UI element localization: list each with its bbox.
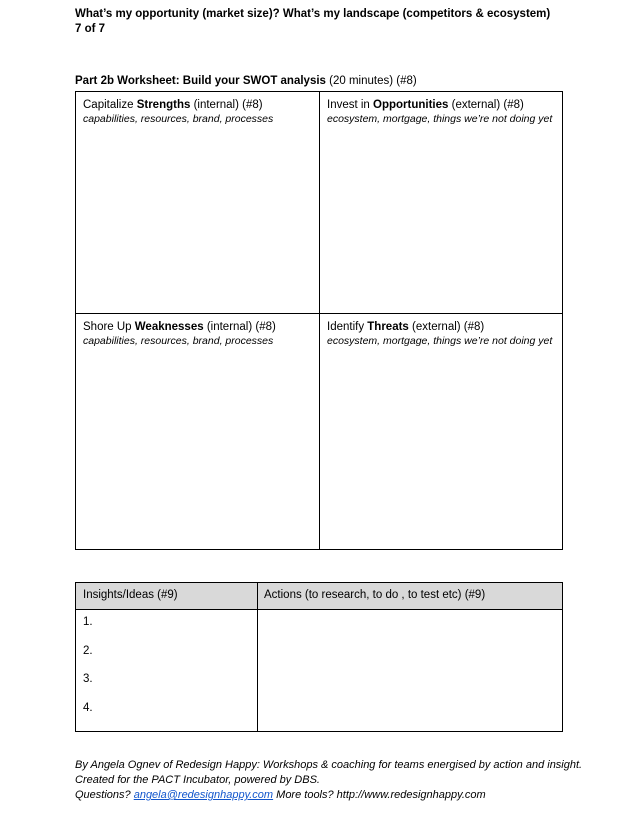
strengths-heading [83,98,312,112]
opportunities-pre: Invest in [327,99,374,111]
worksheet-title [75,75,417,87]
swot-opportunities-cell[interactable] [320,92,562,314]
opportunities-hint: ecosystem, mortgage, things we’re not doing yet [327,113,553,125]
list-item: 4. [83,701,93,714]
threats-key: Threats [367,321,409,333]
strengths-key: Strengths [136,99,191,111]
page-header [75,7,575,37]
opportunities-heading [327,98,555,112]
weaknesses-pre: Shore Up [83,321,135,333]
footer-created-for: Created for the PACT Incubator, powered by DBS. [75,774,320,786]
worksheet-title-rest: (20 minutes) (#8) [325,75,417,87]
weaknesses-hint: capabilities, resources, brand, processes [83,335,274,347]
insights-column-header: Insights/Ideas (#9) [83,589,178,601]
opportunities-key: Opportunities [373,99,449,111]
swot-weaknesses-cell[interactable] [76,314,320,549]
swot-strengths-cell[interactable] [76,92,320,314]
email-link[interactable]: angela@redesignhappy.com [133,789,274,801]
opportunities-post: (external) (#8) [448,99,524,111]
footer-contact [75,788,595,803]
list-item: 2. [83,644,93,657]
insights-list[interactable] [83,616,93,730]
threats-hint: ecosystem, mortgage, things we’re not doing yet [327,335,553,347]
page-header-title: What’s my opportunity (market size)? What’s my landscape (competitors & ecosystem) [75,8,551,20]
swot-threats-cell[interactable] [320,314,562,549]
strengths-post: (internal) (#8) [190,99,263,111]
threats-pre: Identify [327,321,368,333]
strengths-pre: Capitalize [83,99,137,111]
worksheet-title-bold: Part 2b Worksheet: Build your SWOT analysis [75,75,326,87]
insights-actions-table [75,582,563,732]
footer-more-tools: More tools? http://www.redesignhappy.com [273,789,486,801]
list-item: 1. [83,616,93,628]
weaknesses-key: Weaknesses [134,321,204,333]
page-footer [75,758,595,803]
strengths-hint: capabilities, resources, brand, processes [83,113,274,125]
actions-column-header: Actions (to research, to do , to test etc) (#9) [264,589,486,601]
insights-column-divider [257,583,258,731]
footer-questions-label: Questions? [75,789,134,801]
weaknesses-post: (internal) (#8) [203,321,276,333]
footer-credit: By Angela Ognev of Redesign Happy: Workshops & coaching for teams energised by action and insight. [75,759,583,771]
weaknesses-heading [83,320,312,334]
swot-grid [75,91,563,550]
threats-post: (external) (#8) [408,321,485,333]
threats-heading [327,320,555,334]
page-number: 7 of 7 [75,23,106,35]
list-item: 3. [83,673,93,685]
